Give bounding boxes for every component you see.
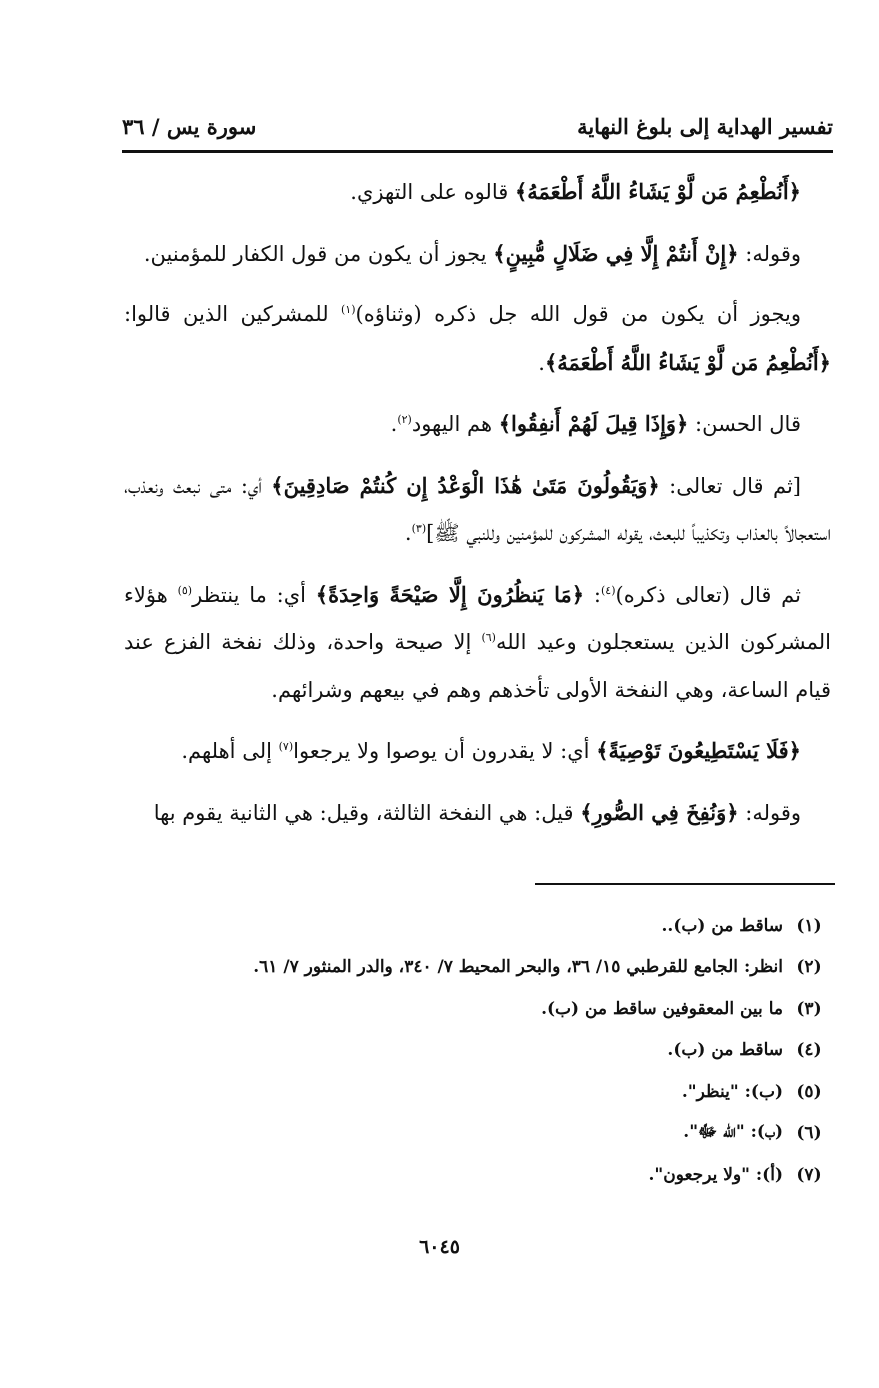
- paragraph-text: قالوه على التهزي.: [350, 180, 515, 204]
- footnote-text: ما بين المعقوفين ساقط من (ب).: [541, 998, 783, 1019]
- paragraph-text: وقوله:: [738, 800, 801, 825]
- paragraph-2: [124, 230, 831, 279]
- paragraph-1: [124, 168, 831, 217]
- quran-verse: ﴿إِنْ أَنتُمْ إِلَّا فِي ضَلَالٍ مُّبِينٍ﴾: [493, 240, 739, 266]
- footnote-item: [124, 947, 835, 989]
- quran-verse: ﴿وَيَقُولُونَ مَتَىٰ هَٰذَا الْوَعْدُ إِن كُنتُمْ صَادِقِينَ﴾: [271, 472, 660, 498]
- paragraph-text: وقوله:: [738, 241, 801, 266]
- paragraph-8: [124, 789, 831, 838]
- footnote-number: (٣): [796, 998, 822, 1019]
- main-text: [124, 168, 831, 850]
- footnote-text: (أ): "ولا يرجعون".: [648, 1164, 783, 1185]
- paragraph-text: إلى أهلهم.: [181, 739, 279, 763]
- paragraph-text: قيل: هي النفخة الثالثة، وقيل: هي الثانية يقوم بها: [153, 800, 581, 825]
- paragraph-5: [124, 462, 831, 558]
- paragraph-text: .: [404, 521, 412, 545]
- footnote-ref[interactable]: (٣): [411, 522, 427, 535]
- quran-verse: ﴿فَلَا يَسْتَطِيعُونَ تَوْصِيَةً﴾: [596, 738, 801, 763]
- paragraph-text: أي: لا يقدرون أن يوصوا ولا يرجعوا: [293, 739, 597, 763]
- page-number: ٦٠٤٥: [419, 1236, 460, 1258]
- footnote-item: [124, 1071, 835, 1113]
- paragraph-text: ويجوز أن يكون من قول الله جل ذكره (وثناؤه): [355, 302, 801, 326]
- footnote-ref[interactable]: (٥): [177, 583, 193, 597]
- footnote-ref[interactable]: (١): [340, 303, 356, 316]
- paragraph-text: قال الحسن:: [688, 412, 801, 436]
- footnote-item: [124, 1113, 835, 1155]
- paragraph-text: [ثم قال تعالى:: [659, 473, 801, 498]
- surah-label: سورة يس / ٣٦: [122, 113, 257, 139]
- paragraph-text: إلا صيحة واحدة، وذلك نفخة الفزع عند قيام الساعة، وهي النفخة الأولى تأخذهم وهم في بيعهم وشرائهم.: [124, 630, 831, 702]
- paragraph-3: [124, 291, 831, 387]
- footnote-text: ساقط من (ب).: [667, 1040, 783, 1061]
- running-header: [122, 103, 833, 149]
- footnote-number: (٤): [796, 1040, 822, 1061]
- paragraph-4: [124, 400, 831, 449]
- footnote-ref[interactable]: (٦): [481, 631, 496, 644]
- quran-verse: ﴿وَنُفِخَ فِي الصُّورِ﴾: [580, 799, 739, 825]
- footnote-text: انظر: الجامع للقرطبي ١٥/ ٣٦، والبحر المحيط ٧/ ٣٤٠، والدر المنثور ٧/ ٦١.: [253, 957, 783, 978]
- footnote-number: (٦): [796, 1123, 822, 1144]
- footnote-divider: [535, 883, 835, 885]
- footnote-ref[interactable]: (٤): [600, 583, 616, 597]
- book-title: تفسير الهداية إلى بلوغ النهاية: [577, 113, 833, 139]
- paragraph-7: [124, 727, 831, 776]
- footnote-ref[interactable]: (٧): [278, 740, 294, 753]
- paragraph-text: ثم قال (تعالى ذكره): [615, 582, 801, 607]
- paragraph-text: هؤلاء المشركون الذين يستعجلون وعيد الله: [124, 582, 831, 654]
- quran-verse: ﴿مَا يَنظُرُونَ إِلَّا صَيْحَةً وَاحِدَةً﴾: [315, 581, 585, 607]
- header-divider: [122, 150, 833, 153]
- footnote-item: [124, 988, 835, 1030]
- paragraph-text: أي: متى نبعث ونعذب، استعجالاً بالعذاب وتكذيباً للبعث، يقوله المشركون للمؤمنين وللنبي ﷺ]: [124, 473, 831, 545]
- paragraph-text: يجوز أن يكون من قول الكفار للمؤمنين.: [143, 241, 494, 266]
- footnote-number: (١): [796, 915, 822, 936]
- paragraph-text: .: [390, 412, 398, 436]
- quran-verse: ﴿أَنُطْعِمُ مَن لَّوْ يَشَاءُ اللَّهُ أَطْعَمَهُ﴾: [544, 349, 831, 375]
- quran-verse: ﴿أَنُطْعِمُ مَن لَّوْ يَشَاءُ اللَّهُ أَطْعَمَهُ﴾: [514, 179, 801, 204]
- footnote-number: (٧): [796, 1164, 822, 1185]
- footnote-text: (ب): "الله ﷻ".: [683, 1121, 783, 1142]
- footnote-ref[interactable]: (٢): [397, 413, 412, 426]
- footnote-item: [124, 1154, 835, 1196]
- footnote-item: [124, 905, 835, 947]
- footnote-text: ساقط من (ب)..: [661, 915, 783, 936]
- footnote-number: (٢): [796, 957, 822, 978]
- paragraph-text: :: [584, 582, 601, 607]
- footnote-item: [124, 1030, 835, 1072]
- paragraph-6: [124, 571, 831, 715]
- footnote-text: (ب): "ينظر".: [681, 1081, 783, 1102]
- quran-verse: ﴿وَإِذَا قِيلَ لَهُمْ أَنفِقُوا﴾: [498, 411, 689, 436]
- footnote-number: (٥): [796, 1081, 822, 1102]
- paragraph-text: هم اليهود: [411, 412, 499, 436]
- footnotes: [124, 905, 835, 1196]
- paragraph-text: للمشركين الذين قالوا:: [124, 302, 341, 326]
- paragraph-text: أي: ما ينتظر: [192, 582, 316, 607]
- paragraph-text: .: [538, 350, 545, 375]
